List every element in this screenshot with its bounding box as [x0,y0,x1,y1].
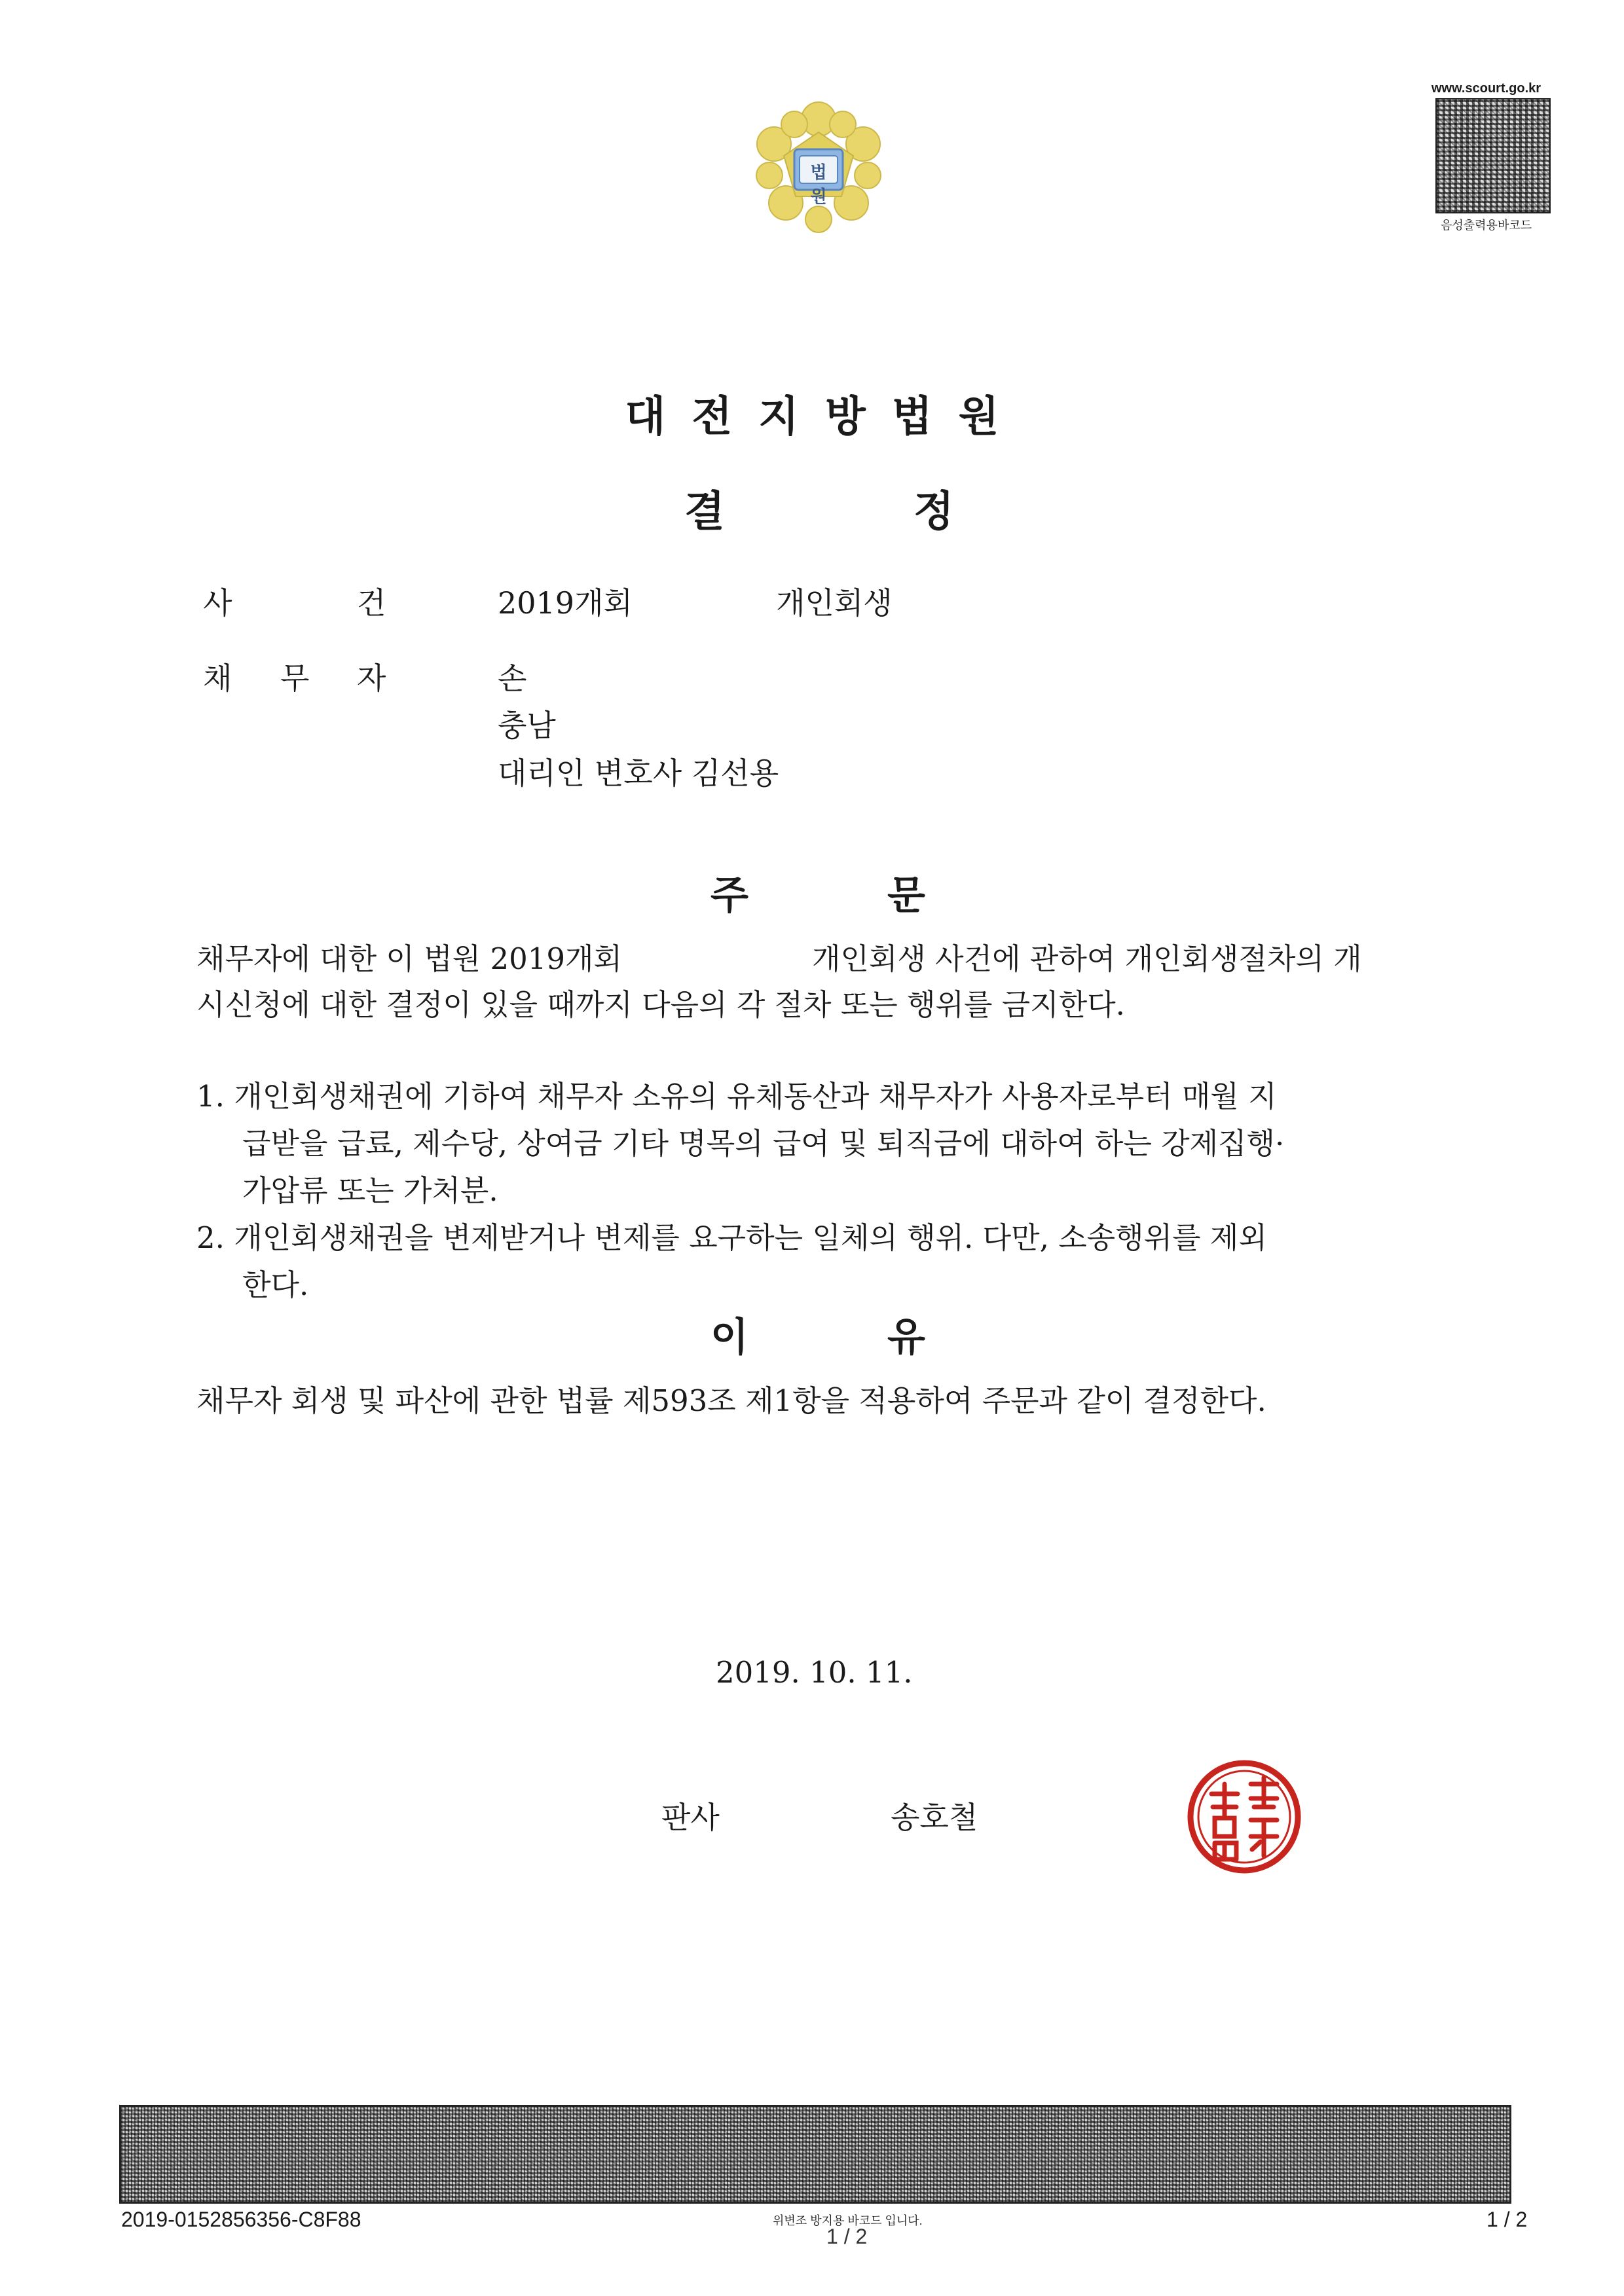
order-item-1-line1: 1. 개인회생채권에 기하여 채무자 소유의 유체동산과 채무자가 사용자로부터 매월 지 [196,1079,1277,1114]
reason-heading-left: 이 [710,1315,748,1360]
qr-url: www.scourt.go.kr [1431,81,1541,96]
emblem-label: 법원 [810,163,827,207]
reason-heading [0,1306,1624,1358]
case-label-2: 건 [357,585,386,621]
order-item-1-line2: 급받을 급료, 제수당, 상여금 기타 명목의 급여 및 퇴직금에 대하여 하는 강제집행· [242,1126,1285,1161]
case-type: 개인회생 [776,585,893,621]
debtor-label-2: 무 [280,661,310,696]
judge-title: 판사 [661,1800,720,1835]
order-heading [0,864,1624,917]
debtor-label-1: 채 [203,661,232,696]
order-item-2-line1: 2. 개인회생채권을 변제받거나 변제를 요구하는 일체의 행위. 다만, 소송행위를 제외 [196,1220,1267,1255]
decision-date: 2019. 10. 11. [716,1655,913,1690]
doc-kind-left: 결 [684,488,725,536]
order-intro-part2: 개인회생 사건에 관하여 개인회생절차의 개 [812,941,1362,976]
order-intro-part1: 채무자에 대한 이 법원 2019개회 [196,941,622,976]
court-emblem [743,98,894,246]
page-number-right: 1 / 2 [1486,2208,1528,2231]
document-kind [0,478,1624,536]
order-heading-right: 문 [887,873,925,919]
court-name: 대전지방법원 [625,393,1025,441]
judge-name: 송호철 [891,1800,978,1835]
case-number: 2019개회 [498,585,633,621]
reason-text: 채무자 회생 및 파산에 관한 법률 제593조 제1항을 적용하여 주문과 같이 결정한다. [196,1383,1266,1418]
page-number-center: 1 / 2 [826,2225,868,2248]
anti-forgery-barcode [119,2105,1511,2204]
order-item-1-line3: 가압류 또는 가처분. [242,1173,498,1208]
order-item-2-line2: 한다. [242,1267,309,1302]
debtor-label-3: 자 [357,661,386,696]
barcode-note: 위변조 방지용 바코드 입니다. [773,2214,923,2227]
doc-kind-right: 정 [913,488,954,536]
qr-caption: 음성출력용바코드 [1441,219,1532,232]
document-id: 2019-0152856356-C8F88 [121,2208,361,2231]
order-heading-left: 주 [710,873,748,919]
debtor-agent: 대리인 변호사 김선용 [498,756,779,791]
debtor-address: 충남 [498,708,556,743]
case-label-1: 사 [203,585,232,621]
reason-heading-right: 유 [887,1315,925,1360]
debtor-name: 손 [498,661,527,696]
judge-seal [1185,1758,1303,1876]
voice-output-barcode [1435,98,1551,213]
order-intro-line2: 시신청에 대한 결정이 있을 때까지 다음의 각 절차 또는 행위를 금지한다. [196,987,1125,1022]
